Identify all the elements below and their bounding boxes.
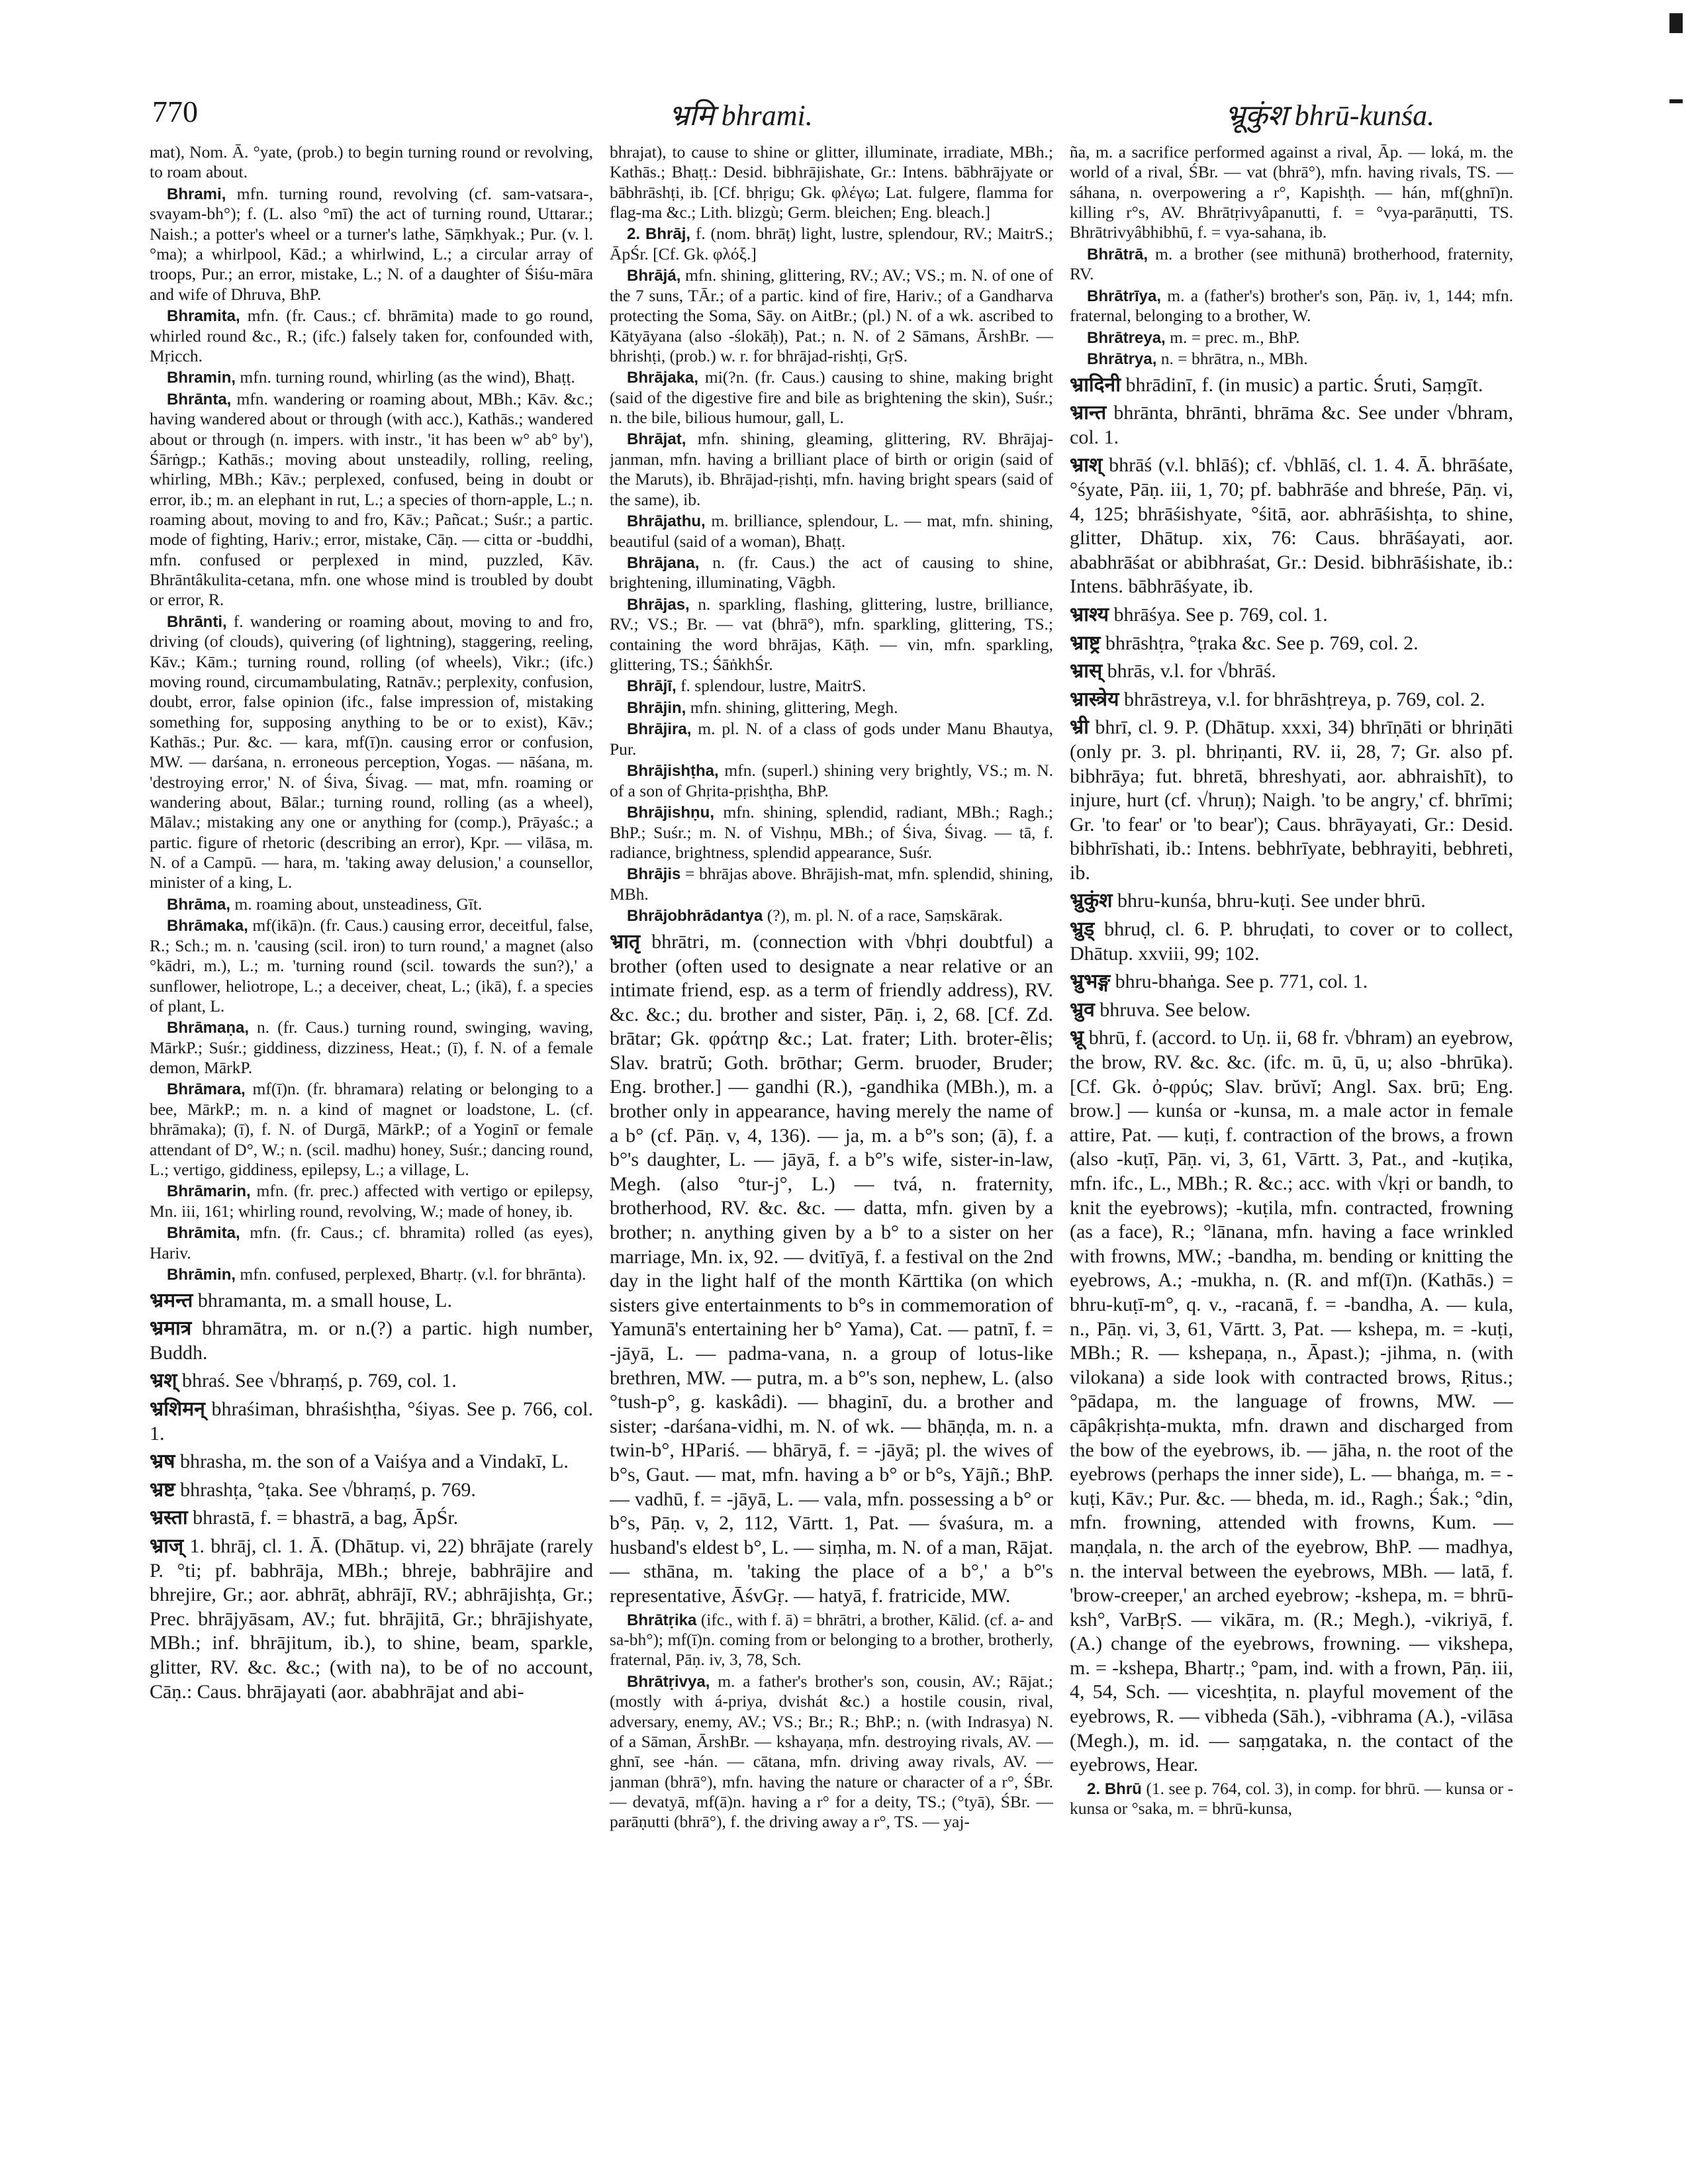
- dictionary-entry: [1070, 142, 1513, 243]
- entry-headword: भ्रश्: [150, 1369, 177, 1393]
- entry-text: f. wandering or roaming about, moving to and fro, driving (of clouds), quivering (of lightning), staggering, reeling, Kāv.; Kām.; turning round, rolling (of wheels), Vikr.; (ifc.) moving round, circumambulating, Ratnāv.; perplexity, confusion, doubt, error, false opinion (ifc., false impression of, mistaking something for, supposing anything to be or to exist), Kāv.; Kathās.; Pur. &c. — kara, mf(ī)n. causing error or confusion, MW. — darśana, n. erroneous perception, Yogas. — nāśana, m. 'destroying error,' N. of Śiva, Śivag. — mat, mfn. roaming or wandering about, Bālar.; turning round, rolling (as a wheel), Mālav.; mistaking any one or anything for (comp.), Prāyaśc.; a partic. figure of rhetoric (describing an error), Kpr. — vilāsa, m. N. of a Campū. — hara, m. 'taking away delusion,' a counsellor, minister of a king, L.: [150, 611, 593, 892]
- entry-text: bhrātri, m. (connection with √bhṛi doubtful) a brother (often used to designate a near relative or an intimate friend, esp. as a term of friendly address), RV. &c. &c.; du. brother and sister, Pāṇ. i, 2, 68. [Cf. Zd. brātar; Gk. φράτηρ &c.; Lat. frater; Lith. broter-ẽlis; Slav. bratrŭ; Goth. brōthar; Germ. bruoder, Bruder; Eng. brother.] — gandhi (R.), -gandhika (MBh.), m. a brother only in appearance, having merely the name of a b° (cf. Pāṇ. v, 4, 136). — ja, m. a b°'s son; (ā), f. a b°'s daughter, L. — jāyā, f. a b°'s wife, sister-in-law, Megh. (also °tur-j°, L.) — tvá, n. fraternity, brotherhood, RV. &c. &c. — datta, mfn. given by a brother; n. anything given by a b° to a sister on her marriage, Mn. ix, 92. — dvitīyā, f. a festival on the 2nd day in the light half of the month Kārttika (on which sisters give entertainments to b°s in commemoration of Yamunā's entertaining her b° Yama), Cat. — patnī, f. = -jāyā, L. — padma-vana, n. a group of lotus-like brethren, MW. — putra, m. a b°'s son, nephew, L. (also °tush-p°, g. kaskâdi). — bhaginī, du. a brother and sister; -darśana-vidhi, m. N. of wk. — bhāṇḍa, m. n. a twin-b°, HPariś. — bhāryā, f. = -jāyā; pl. the wives of b°s, Gaut. — mat, mfn. having a b° or b°s, Yājñ.; BhP. — vadhū, f. = -jāyā, L. — vala, mfn. possessing a b° or b°s, Pāṇ. v, 2, 112, Vārtt. 1, Pat. — śvaśura, m. a husband's eldest b°, L. — siṃha, m. N. of a man, Rājat. — sthāna, m. 'taking the place of a b°,' a b°'s representative, ĀśvGṛ. — hatyā, f. fratricide, MW.: [610, 930, 1053, 1607]
- page-number: 770: [152, 95, 198, 128]
- scan-edge-mark: [1669, 99, 1683, 103]
- entry-text: (?), m. pl. N. of a race, Saṃskārak.: [767, 906, 1003, 926]
- entry-text: (ifc., with f. ā) = bhrātri, a brother, Kālid. (cf. a- and sa-bh°); mf(ī)n. coming from or belonging to a brother, brotherly, fraternal, Pāṇ. iv, 3, 78, Sch.: [610, 1609, 1053, 1670]
- entry-text: mfn. shining, glittering, Megh.: [690, 697, 898, 717]
- entry-headword: Bhrātrā,: [1087, 245, 1148, 263]
- dictionary-entry: [610, 761, 1053, 801]
- entry-text: bhru-kunśa, bhru-kuṭi. See under bhrū.: [1117, 890, 1426, 912]
- entry-text: mfn. (fr. Caus.; cf. bhramita) rolled (as eyes), Hariv.: [150, 1223, 593, 1262]
- entry-text: mfn. (fr. prec.) affected with vertigo or epilepsy, Mn. iii, 161; whirling round, revolving, W.; made of honey, ib.: [150, 1181, 593, 1221]
- entry-headword: Bhrājana,: [627, 553, 700, 572]
- entry-text: mi(?n. (fr. Caus.) causing to shine, making bright (said of the digestive fire and bile as brightening the skin), Suśr.; n. the bile, bilious humour, gall, L.: [610, 367, 1053, 428]
- entry-headword: Bhramin,: [167, 369, 236, 387]
- dictionary-entry: [150, 1317, 593, 1365]
- entry-text: bhrāshṭra, °ṭraka &c. See p. 769, col. 2.: [1105, 632, 1419, 654]
- entry-headword: Bhramita,: [167, 307, 240, 325]
- entry-headword: Bhrātrīya,: [1087, 287, 1162, 305]
- entry-headword: Bhrājas,: [627, 595, 690, 614]
- entry-text: m. a brother (see mithunā) brotherhood, fraternity, RV.: [1070, 244, 1513, 284]
- dictionary-entry: [1070, 970, 1513, 994]
- entry-headword: Bhrāmaka,: [167, 917, 248, 935]
- entry-headword: भ्रू: [1070, 1026, 1084, 1050]
- dictionary-entry: [150, 1450, 593, 1474]
- dictionary-entry: [150, 1018, 593, 1078]
- entry-headword: भ्रुड्: [1070, 918, 1095, 941]
- entry-headword: Bhrājathu,: [627, 512, 706, 530]
- entry-text: bhraśiman, bhraśishṭha, °śiyas. See p. 766, col. 1.: [150, 1398, 593, 1445]
- entry-headword: भ्रुव: [1070, 998, 1095, 1021]
- entry-text: m. brilliance, splendour, L. — mat, mfn. shining, beautiful (said of a woman), Bhaṭṭ.: [610, 511, 1053, 551]
- dictionary-entry: [610, 265, 1053, 366]
- dictionary-entry: [1070, 889, 1513, 914]
- dictionary-entry: [150, 142, 593, 183]
- dictionary-entry: [1070, 659, 1513, 684]
- dictionary-entry: [150, 612, 593, 893]
- dictionary-entry: [1070, 603, 1513, 628]
- dictionary-entry: [610, 594, 1053, 675]
- dictionary-entry: [150, 306, 593, 366]
- entry-headword: Bhrāma,: [167, 895, 231, 914]
- entry-text: m. roaming about, unsteadiness, Gīt.: [234, 894, 483, 914]
- entry-headword: Bhrāmin,: [167, 1266, 236, 1284]
- entry-headword: Bhrājira,: [627, 720, 692, 739]
- dictionary-entry: [610, 864, 1053, 904]
- entry-headword: भ्रष: [150, 1450, 175, 1474]
- entry-headword: भ्रान्त: [1070, 401, 1107, 425]
- entry-text: ña, m. a sacrifice performed against a rival, Āp. — loká, m. the world of a rival, ŚBr. — vat (bhrā°), mfn. having rivals, TS. — sáhana, n. overpowering a r°, Kapishṭh. — hán, mf(ghnī)n. killing r°s, AV. Bhrātṛivyâpanutti, f. = °vya-parāṇutti, TS. Bhrātrivyâbhibhū, f. = vya-sahana, ib.: [1070, 142, 1513, 242]
- dictionary-entry: [1070, 286, 1513, 326]
- entry-text: bhrī, cl. 9. P. (Dhātup. xxxi, 34) bhrīṇāti or bhriṇāti (only pr. 3. pl. bhriṇanti, RV. ii, 28, 7; Gr. also pf. bibhrāya; fut. bhretā, bhreshyati, aor. abhraishīt), to injure, hurt (cf. √hruṇ); Naigh. 'to be angry,' cf. bhrīmi; Gr. 'to fear' or 'to bear'); Caus. bhrāyayati, Gr.: Desid. bibhrīshati, ib.: Intens. bebhrīyate, bebhrayiti, bebhreti, ib.: [1070, 716, 1513, 884]
- dictionary-entry: [1070, 244, 1513, 285]
- entry-headword: भ्री: [1070, 716, 1089, 739]
- dictionary-entry: [150, 1535, 593, 1704]
- entry-text: bhrashṭa, °ṭaka. See √bhraṃś, p. 769.: [180, 1478, 476, 1501]
- entry-headword: Bhrāmaṇa,: [167, 1019, 250, 1037]
- entry-headword: Bhrājin,: [627, 698, 686, 717]
- entry-text: n. = bhrātra, n., MBh.: [1160, 349, 1308, 369]
- dictionary-entry: [150, 1264, 593, 1285]
- dictionary-entry: [1070, 453, 1513, 599]
- dictionary-entry: [150, 184, 593, 305]
- entry-text: n. (fr. Caus.) turning round, swinging, waving, MārkP.; Suśr.; giddiness, dizziness, Heat.; (ī), f. N. of a female demon, MārkP.: [150, 1018, 593, 1078]
- dictionary-entry: [150, 1398, 593, 1446]
- dictionary-entry: [1070, 401, 1513, 450]
- entry-text: mf(ikā)n. (fr. Caus.) causing error, deceitful, false, R.; Sch.; m. n. 'causing (scil. iron) to turn round,' a magnet (also °kādri, m.), L.; m. 'turning round (scil. towards the sun?),' a sunflower, heliotrope, L.; a deceiver, cheat, L.; (ikā), f. a species of plant, L.: [150, 916, 593, 1016]
- dictionary-entry: [150, 1289, 593, 1313]
- entry-text: mfn. shining, splendid, radiant, MBh.; Ragh.; BhP.; Suśr.; m. N. of Vishṇu, MBh.; of Śiva, Śivag. — tā, f. radiance, brightness, splendid appearance, Suśr.: [610, 802, 1053, 863]
- entry-text: bhrās, v.l. for √bhrāś.: [1107, 660, 1276, 683]
- entry-text: bhramanta, m. a small house, L.: [197, 1289, 452, 1311]
- entry-headword: Bhrāmara,: [167, 1080, 246, 1099]
- page-header: [152, 87, 1582, 134]
- entry-headword: Bhrāmita,: [167, 1224, 240, 1243]
- entry-text: (1. see p. 764, col. 3), in comp. for bhrū. — kunsa or -kunsa or °saka, m. = bhrū-kunsa,: [1070, 1778, 1513, 1819]
- entry-headword: Bhrānta,: [167, 390, 232, 408]
- entry-headword: भ्रुभङ्ग: [1070, 970, 1111, 994]
- entry-text: mfn. turning round, revolving (cf. sam-vatsara-, svayam-bh°); f. (L. also °mī) the act of turning round, Uttarar.; Naish.; a potter's wheel or a turner's lathe, Sāṃkhyak.; Pur. (v. l. °ma); a whirlpool, Kād.; a whirlwind, L.; a circular array of troops, Pur.; an error, mistake, L.; N. of a daughter of Śiśu-māra and wife of Dhruva, BhP.: [150, 183, 593, 304]
- entry-headword: भ्राज्: [150, 1535, 184, 1558]
- entry-text: m. = prec. m., BhP.: [1170, 327, 1300, 347]
- entry-headword: 2. Bhrāj,: [627, 225, 691, 244]
- dictionary-entry: [1070, 328, 1513, 348]
- dictionary-entry: [150, 1079, 593, 1180]
- dictionary-entry: [610, 1610, 1053, 1670]
- entry-headword: Bhrājobhrādantya: [627, 907, 763, 926]
- entry-text: bhrāś (v.l. bhlāś); cf. √bhlāś, cl. 1. 4. Ā. bhrāśate, °śyate, Pāṇ. iii, 1, 70; pf. babhrāśe and bhreśe, Pāṇ. vi, 4, 125; bhrāśishyate, °śitā, aor. abhrāśishṭa, to shine, glitter, Dhātup. xix, 76: Caus. bhrāśayati, aor. ababhrāśat or abibhraśat, Gr.: Desid. bibhrāśishate, ib.: Intens. bābhrāśyate, ib.: [1070, 454, 1513, 598]
- entry-text: bhrū, f. (accord. to Uṇ. ii, 68 fr. √bhram) an eyebrow, the brow, RV. &c. &c. (ifc. m. ū, ū, u; also -bhrūka). [Cf. Gk. ὀ-φρύς; Slav. brŭvĭ; Angl. Sax. brū; Eng. brow.] — kunśa or -kunsa, m. a male actor in female attire, Pat. — kuṭi, f. contraction of the brows, a frown (also -kuṭī, Pāṇ. vi, 3, 61, Vārtt. 3, Pat., and -kuṭika, mfn. ifc., L., MBh.; R. &c.; acc. with √kṛi or bandh, to knit the eyebrows); -kuṭila, mfn. contracted, frowning (as a face), R.; °lānana, mfn. having a face wrinkled with frowns, MW.; -bandha, m. bending or knitting the eyebrows, A.; -mukha, n. (R. and mf(ī)n. (Kathās.) = bhru-kuṭī-m°, q. v., -racanā, f. = -bandha, A. — kula, n., Pāṇ. vi, 3, 61, Vārtt. 3, Pat. — kshepa, m. = -kuṭi, MBh.; R. — kshepaṇa, n., Āpast.); -jihma, n. (with vilokana) a side look with contracted brows, Ṛitus.; °pādapa, m. the language of frowns, MW. — cāpâkṛishṭa-mukta, mfn. drawn and discharged from the bow of the eyebrows, ib. — jāha, n. the root of the eyebrows (perhaps the inner side), L. — bhaṅga, m. = -kuṭi, Kāv.; Pur. &c. — bheda, m. id., Ragh.; Śak.; °din, mfn. frowning, attended with frowns, Kum. — maṇḍala, n. the arch of the eyebrow, BhP. — madhya, n. the interval between the eyebrows, MBh. — latā, f. 'brow-creeper,' an arched eyebrow; -kshepa, m. = bhrū-ksh°, VarBṛS. — vikāra, m. (R.; Megh.), -vikriyā, f. (A.) change of the eyebrows, frowning. — vikshepa, m. = -kshepa, Bhartṛ.; °pam, ind. with a frown, Pāṇ. iii, 4, 54, Sch. — viceshṭita, n. playful movement of the eyebrows, R. — vibheda (Sāh.), -vibhrama (A.), -vilāsa (Megh.), m. id. — saṃgataka, n. the contact of the eyebrows, Hear.: [1070, 1027, 1513, 1776]
- dictionary-entry: [150, 1369, 593, 1394]
- dictionary-entry: [610, 224, 1053, 264]
- entry-headword: भ्रमन्त: [150, 1288, 193, 1312]
- entry-text: mf(ī)n. (fr. bhramara) relating or belonging to a bee, MārkP.; m. n. a kind of magnet or loadstone, L. (cf. bhrāmaka); (ī), f. N. of Durgā, MārkP.; of a Yoginī or female attendant of D°, W.; n. (scil. madhu) honey, Suśr.; dancing round, L.; vertigo, giddiness, epilepsy, L.; a village, L.: [150, 1079, 593, 1180]
- entry-headword: भ्रादिनी: [1070, 373, 1121, 397]
- dictionary-entry: [150, 1181, 593, 1221]
- entry-text: bhrajat), to cause to shine or glitter, illuminate, irradiate, MBh.; Kathās.; Bhaṭṭ.: Desid. bibhrājishate, Gr.: Intens. bābhrājyate or bābhrāshṭi, ib. [Cf. bhṛigu; Gk. φλέγω; Lat. fulgere, flamma for flag-ma &c.; Lith. blizgù; Germ. bleichen; Eng. bleach.]: [610, 142, 1053, 222]
- entry-text: bhrānta, bhrānti, bhrāma &c. See under √bhram, col. 1.: [1070, 402, 1513, 448]
- dictionary-entry: [150, 367, 593, 388]
- dictionary-entry: [150, 389, 593, 610]
- entry-headword: भ्रुकुंश: [1070, 889, 1113, 913]
- scan-edge-mark: [1669, 13, 1683, 33]
- dictionary-entry: [150, 1223, 593, 1263]
- entry-text: bhrādinī, f. (in music) a partic. Śruti, Saṃgīt.: [1125, 373, 1483, 396]
- entry-headword: Bhrānti,: [167, 612, 227, 631]
- dictionary-entry: [610, 1672, 1053, 1832]
- dictionary-entry: [610, 429, 1053, 510]
- entry-headword: भ्राश्य: [1070, 602, 1109, 626]
- column-1: [150, 142, 593, 2155]
- entry-headword: Bhrājis: [627, 865, 681, 884]
- entry-text: bhrasha, m. the son of a Vaiśya and a Vindakī, L.: [179, 1450, 569, 1473]
- entry-headword: Bhrātṛivya,: [627, 1672, 710, 1691]
- dictionary-entry: [610, 367, 1053, 428]
- dictionary-entry: [1070, 918, 1513, 966]
- entry-text: bhrāśya. See p. 769, col. 1.: [1113, 603, 1328, 626]
- entry-headword: भ्रातृ: [610, 929, 640, 953]
- dictionary-entry: [150, 1506, 593, 1531]
- entry-text: f. (nom. bhrāṭ) light, lustre, splendour, RV.; MaitrS.; ĀpŚr. [Cf. Gk. φλόξ.]: [610, 224, 1053, 263]
- column-2: [610, 142, 1053, 2155]
- entry-headword: Bhrājá,: [627, 267, 681, 285]
- entry-text: 1. bhrāj, cl. 1. Ā. (Dhātup. vi, 22) bhrājate (rarely P. °ti; pf. babhrāja, MBh.; bhreje, babhrājire and bhrejire, Gr.; aor. abhrāṭ, abhrājī, RV.; abhrājishṭa, Gr.; Prec. bhrājyāsam, AV.; fut. bhrājitā, Gr.; bhrājishyate, MBh.; inf. bhrājitum, ib.), to shine, beam, sparkle, glitter, RV. &c. &c.; (with na), to be of no account, Cāṇ.: Caus. bhrājayati (aor. ababhrājat and abi-: [150, 1535, 593, 1703]
- entry-text: bhru-bhaṅga. See p. 771, col. 1.: [1115, 971, 1368, 993]
- entry-headword: भ्रष्ट: [150, 1478, 175, 1501]
- entry-headword: Bhrāmarin,: [167, 1182, 251, 1201]
- entry-text: = bhrājas above. Bhrājish-mat, mfn. splendid, shining, MBh.: [610, 864, 1053, 904]
- dictionary-entry: [1070, 688, 1513, 712]
- entry-headword: Bhrātrya,: [1087, 350, 1157, 369]
- entry-text: mfn. confused, perplexed, Bhartṛ. (v.l. for bhrānta).: [240, 1264, 586, 1284]
- dictionary-entry: [610, 676, 1053, 696]
- entry-text: m. a (father's) brother's son, Pāṇ. iv, 1, 144; mfn. fraternal, belonging to a brother, W.: [1070, 285, 1513, 326]
- entry-headword: भ्रास्त्रेय: [1070, 687, 1119, 711]
- entry-text: bhramātra, m. or n.(?) a partic. high number, Buddh.: [150, 1317, 593, 1364]
- entry-headword: भ्रमात्र: [150, 1317, 192, 1341]
- dictionary-entry: [1070, 716, 1513, 885]
- entry-text: mfn. turning round, whirling (as the wind), Bhaṭṭ.: [240, 367, 575, 387]
- entry-text: mfn. wandering or roaming about, MBh.; Kāv. &c.; having wandered about or through (with acc.), Kathās.; wandered about or through (n. impers. with instr., 'it has been w° ab° by'), Śārṅgp.; Kathās.; moving about unsteadily, rolling, reeling, whirling, MBh.; Kāv.; perplexed, confused, being in doubt or error, ib.; m. an elephant in rut, L.; a species of thorn-apple, L.; n. roaming about, moving to and fro, Kāv.; Pañcat.; Suśr.; a partic. mode of fighting, Hariv.; error, mistake, Cāṇ. — citta or -buddhi, mfn. confused or perplexed in mind, puzzled, Kāv. Bhrāntâkulita-cetana, mfn. one whose mind is troubled by doubt or error, R.: [150, 389, 593, 610]
- entry-headword: Bhrājī,: [627, 677, 677, 696]
- entry-text: m. a father's brother's son, cousin, AV.; Rājat.; (mostly with á-priya, dvishát &c.) a hostile cousin, rival, adversary, enemy, AV.; VS.; Br.; R.; BhP.; n. (with Indrasya) N. of a Sāman, ĀrshBr. — kshayaṇa, mfn. destroying rivals, AV. — ghnī, see -hán. — cātana, mfn. driving away rivals, AV. — janman (bhrā°), mfn. having the nature or character of a r°, ŚBr. — devatyā, mf(ā)n. having a r° for a deity, TS.; (°tyā), ŚBr. — parāṇutti (bhrā°), f. the driving away a r°, TS. — yaj-: [610, 1671, 1053, 1832]
- dictionary-entry: [1070, 349, 1513, 369]
- entry-headword: भ्राष्ट्र: [1070, 631, 1101, 655]
- dictionary-entry: [610, 142, 1053, 222]
- dictionary-entry: [610, 511, 1053, 551]
- dictionary-entry: [610, 906, 1053, 926]
- dictionary-entry: [610, 553, 1053, 593]
- entry-text: f. splendour, lustre, MaitrS.: [680, 676, 866, 696]
- dictionary-entry: [150, 1478, 593, 1503]
- entry-text: mfn. shining, gleaming, glittering, RV. Bhrājaj-janman, mfn. having a brilliant place of birth or origin (said of the Maruts), ib. Bhrājad-ṛishṭi, mfn. having bright spears (said of the same), ib.: [610, 429, 1053, 509]
- dictionary-entry: [610, 698, 1053, 718]
- entry-headword: Bhrājaka,: [627, 369, 699, 387]
- entry-headword: भ्राश्: [1070, 453, 1103, 477]
- entry-headword: भ्रशिमन्: [150, 1398, 205, 1421]
- entry-text: bhruva. See below.: [1100, 998, 1251, 1021]
- dictionary-entry: [1070, 632, 1513, 656]
- dictionary-entry: [150, 894, 593, 915]
- column-3: [1070, 142, 1513, 2155]
- entry-headword: Bhrājishṭha,: [627, 762, 719, 781]
- entry-text: mfn. shining, glittering, RV.; AV.; VS.; m. N. of one of the 7 suns, TĀr.; of a partic. kind of fire, Hariv.; of a Gandharva protecting the Soma, Sāy. on AitBr.; (pl.) N. of a wk. ascribed to Kātyāyana (also -ślokāḥ), Pat.; n. N. of 2 Sāmans, ĀrshBr. — bhrishṭi, (prob.) w. r. for bhrājad-rishṭi, GṛS.: [610, 265, 1053, 365]
- entry-headword: Bhrātreya,: [1087, 328, 1166, 347]
- entry-text: n. sparkling, flashing, glittering, lustre, brilliance, RV.; VS.; Br. — vat (bhrā°), mfn. sparkling, glittering, TS.; containing the word bhrājas, Kāṭh. — vin, mfn. sparkling, glittering, TS.; ŚāṅkhŚr.: [610, 594, 1053, 675]
- entry-headword: Bhrātṛika: [627, 1611, 697, 1629]
- right-running-head: भ्रूकुंश bhrū-kunśa.: [1225, 99, 1435, 132]
- entry-text: bhrāstreya, v.l. for bhrāshṭreya, p. 769, col. 2.: [1124, 688, 1485, 710]
- dictionary-entry: [150, 916, 593, 1016]
- entry-headword: भ्रस्ता: [150, 1506, 188, 1530]
- entry-text: bhruḍ, cl. 6. P. bhruḍati, to cover or to collect, Dhātup. xxviii, 99; 102.: [1070, 918, 1513, 965]
- entry-text: mat), Nom. Ā. °yate, (prob.) to begin turning round or revolving, to roam about.: [150, 142, 593, 182]
- dictionary-entry: [1070, 373, 1513, 398]
- entry-headword: 2. Bhrū: [1087, 1780, 1142, 1798]
- entry-text: bhraś. See √bhraṃś, p. 769, col. 1.: [182, 1370, 457, 1392]
- dictionary-entry: [1070, 1026, 1513, 1777]
- entry-headword: Bhrami,: [167, 185, 226, 203]
- entry-headword: Bhrājat,: [627, 430, 686, 449]
- entry-text: m. pl. N. of a class of gods under Manu Bhautya, Pur.: [610, 719, 1053, 759]
- entry-headword: भ्रास्: [1070, 659, 1103, 683]
- dictionary-entry: [610, 802, 1053, 863]
- entry-text: mfn. (superl.) shining very brightly, VS.; m. N. of a son of Ghṛita-pṛishṭha, BhP.: [610, 761, 1053, 800]
- dictionary-entry: [610, 930, 1053, 1609]
- left-running-head: भ्रमि bhrami.: [669, 99, 813, 132]
- entry-headword: Bhrājishṇu,: [627, 804, 715, 822]
- entry-text: n. (fr. Caus.) the act of causing to shine, brightening, illuminating, Vāgbh.: [610, 552, 1053, 593]
- dictionary-entry: [1070, 1779, 1513, 1819]
- entry-text: mfn. (fr. Caus.; cf. bhrāmita) made to go round, whirled round &c., R.; (ifc.) falsely taken for, confounded with, Mṛicch.: [150, 305, 593, 365]
- dictionary-entry: [610, 719, 1053, 759]
- entry-text: bhrastā, f. = bhastrā, a bag, ĀpŚr.: [193, 1507, 459, 1529]
- dictionary-entry: [1070, 998, 1513, 1023]
